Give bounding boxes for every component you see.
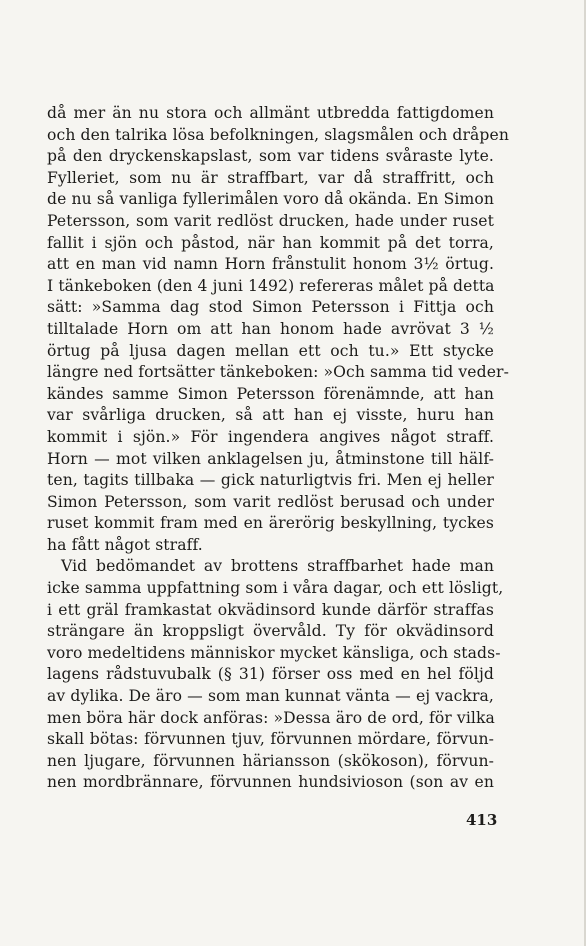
page-number: 413 xyxy=(466,811,498,829)
text-line: tilltalade Horn om att han honom hade avrövat 3 ½ xyxy=(47,319,494,338)
text-line: sätt: »Samma dag stod Simon Petersson i Fittja och xyxy=(47,298,494,317)
text-line: fallit i sjön och påstod, när han kommit på det torra, xyxy=(47,233,494,252)
text-line: ha fått något straff. xyxy=(47,535,203,554)
text-line: voro medeltidens människor mycket känsliga, och stads- xyxy=(47,643,501,662)
text-line: nen ljugare, förvunnen häriansson (skökoson), förvun- xyxy=(47,751,494,770)
text-line: av dylika. De äro — som man kunnat vänta — ej vackra, xyxy=(47,687,494,706)
text-line: nen mordbrännare, förvunnen hundsivioson (son av en xyxy=(47,773,494,792)
text-line: Simon Petersson, som varit redlöst berusad och under xyxy=(47,492,494,511)
body-text xyxy=(47,103,509,794)
text-line: och den talrika lösa befolkningen, slagsmålen och dråpen xyxy=(47,125,509,144)
text-line: ruset kommit fram med en ärerörig beskyllning, tyckes xyxy=(47,514,494,533)
text-line: då mer än nu stora och allmänt utbredda fattigdomen xyxy=(47,104,494,122)
text-line: lagens rådstuvubalk (§ 31) förser oss med en hel följd xyxy=(47,665,494,684)
text-line: strängare än kroppsligt övervåld. Ty för okvädinsord xyxy=(47,622,494,641)
text-line: icke samma uppfattning som i våra dagar, och ett lösligt, xyxy=(47,579,504,598)
text-line: ten, tagits tillbaka — gick naturligtvis fri. Men ej heller xyxy=(47,471,494,490)
text-line: skall bötas: förvunnen tjuv, förvunnen mördare, förvun- xyxy=(47,730,494,749)
text-line: I tänkeboken (den 4 juni 1492) refereras målet på detta xyxy=(47,276,495,295)
text-line: var svårliga drucken, så att han ej visste, huru han xyxy=(47,406,494,425)
text-line: i ett gräl framkastat okvädinsord kunde därför straffas xyxy=(47,600,494,619)
text-line: kändes samme Simon Petersson förenämnde, att han xyxy=(47,384,494,403)
text-line: Fylleriet, som nu är straffbart, var då straffritt, och xyxy=(47,168,494,187)
text-line: Petersson, som varit redlöst drucken, hade under ruset xyxy=(47,211,494,230)
text-line: Horn — mot vilken anklagelsen ju, åtminstone till hälf- xyxy=(47,449,494,468)
text-line: Vid bedömandet av brottens straffbarhet hade man xyxy=(61,557,494,576)
text-line: att en man vid namn Horn frånstulit honom 3½ örtug. xyxy=(47,255,494,274)
text-line: längre ned fortsätter tänkeboken: »Och samma tid veder- xyxy=(47,363,509,382)
text-line: men böra här dock anföras: »Dessa äro de ord, för vilka xyxy=(47,708,495,727)
text-line: på den dryckenskapslast, som var tidens svåraste lyte. xyxy=(47,147,494,166)
text-line: kommit i sjön.» För ingendera angives något straff. xyxy=(47,427,494,446)
text-line: örtug på ljusa dagen mellan ett och tu.» Ett stycke xyxy=(47,341,494,360)
text-line: de nu så vanliga fyllerimålen voro då okända. En Simon xyxy=(47,190,494,209)
